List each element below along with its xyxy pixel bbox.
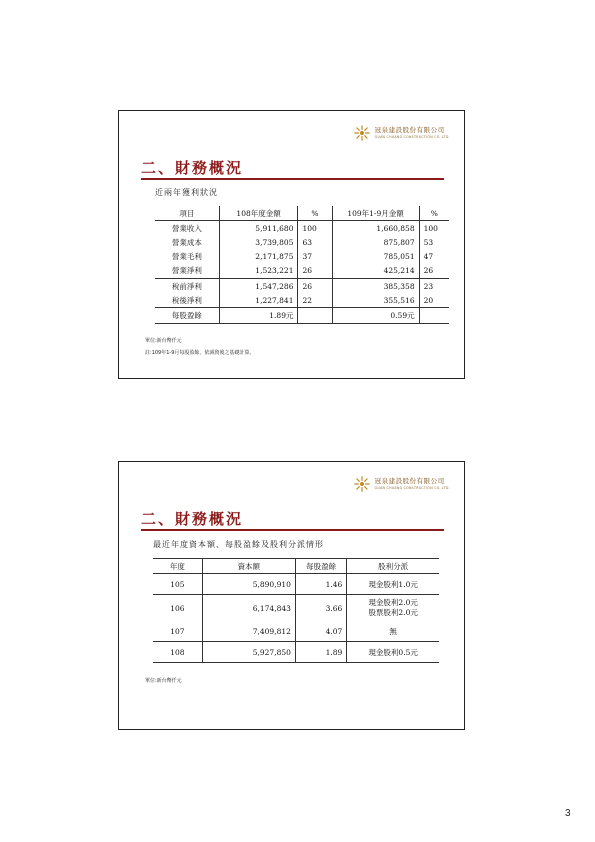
table-row	[153, 595, 439, 622]
table-row	[155, 250, 449, 264]
dividend-cell: 現金股利1.0元	[347, 574, 439, 595]
amount-109: 785,051	[332, 250, 419, 264]
slide-title: 二、財務概況	[141, 159, 244, 177]
unit-note: 單位:新台幣仟元	[145, 678, 182, 684]
amount-109: 355,516	[332, 293, 419, 308]
year-cell: 105	[153, 574, 202, 595]
capital-dividend-table	[153, 558, 439, 663]
pct-108: 37	[298, 250, 332, 264]
dividend-cell: 現金股利0.5元	[347, 642, 439, 663]
row-label: 營業淨利	[171, 266, 202, 276]
pct-108: 26	[298, 278, 332, 293]
title-underline	[141, 529, 444, 531]
pct-108	[298, 308, 332, 323]
year-cell: 107	[170, 626, 185, 636]
pct-109: 47	[419, 250, 449, 264]
table-row	[155, 264, 449, 279]
row-label: 每股盈餘	[155, 308, 219, 323]
company-name-cn: 冠泉建設股份有限公司	[374, 126, 445, 135]
row-label: 稅前淨利	[155, 278, 219, 293]
title-underline	[141, 178, 444, 180]
amount-108: 2,171,875	[219, 250, 298, 264]
sunburst-logo-icon	[353, 124, 371, 142]
pct-109: 23	[419, 278, 449, 293]
row-label: 營業成本	[171, 237, 202, 247]
pct-109: 100	[419, 221, 449, 236]
col-header: 109年1-9月金額	[332, 206, 419, 221]
col-header: 每股盈餘	[295, 559, 346, 574]
table-row	[153, 621, 439, 642]
company-logo	[353, 475, 450, 493]
pct-108: 22	[298, 293, 332, 308]
dividend-line: 現金股利2.0元	[368, 598, 418, 608]
col-header: 年度	[153, 559, 202, 574]
pct-108: 63	[298, 235, 332, 249]
amount-108: 3,739,805	[219, 235, 298, 249]
table-row	[153, 574, 439, 595]
pct-109: 53	[419, 235, 449, 249]
row-label: 營業毛利	[171, 252, 202, 262]
slide-subtitle: 最近年度資本額、每股盈餘及股利分派情形	[153, 540, 324, 549]
slide-subtitle: 近兩年獲利狀況	[155, 188, 218, 197]
table-row	[155, 221, 449, 236]
footnote: 註:109年1-9月每股盈餘，依減資後之基礎計算。	[145, 350, 255, 356]
page-number: 3	[565, 808, 571, 819]
amount-108: 1,523,221	[219, 264, 298, 279]
slide-title: 二、財務概況	[141, 510, 244, 528]
company-name-en: GUAN CHUANG CONSTRUCTION CO.,LTD.	[374, 134, 450, 139]
company-logo	[353, 124, 450, 142]
col-header: 項目	[155, 206, 219, 221]
company-name-cn: 冠泉建設股份有限公司	[374, 477, 445, 486]
year-cell: 108	[153, 642, 202, 663]
table-row	[153, 642, 439, 663]
eps-cell: 1.89	[295, 642, 346, 663]
capital-cell: 5,890,910	[202, 574, 295, 595]
pct-108: 26	[298, 264, 332, 279]
company-name-en: GUAN CHUANG CONSTRUCTION CO.,LTD.	[374, 485, 450, 490]
row-label: 營業收入	[171, 223, 202, 233]
amount-109: 385,358	[332, 278, 419, 293]
year-cell: 106	[153, 595, 202, 622]
col-header: %	[419, 206, 449, 221]
sunburst-logo-icon	[353, 475, 371, 493]
dividend-line: 股票股利2.0元	[368, 608, 418, 618]
table-row	[155, 235, 449, 249]
pct-109: 20	[419, 293, 449, 308]
capital-cell: 5,927,850	[202, 642, 295, 663]
amount-109: 0.59元	[332, 308, 419, 323]
slide-financial-profit	[118, 110, 465, 379]
pct-108: 100	[298, 221, 332, 236]
amount-108: 1,547,286	[219, 278, 298, 293]
col-header: 資本額	[202, 559, 295, 574]
amount-109: 875,807	[332, 235, 419, 249]
table-row	[155, 308, 449, 323]
eps-cell: 1.46	[295, 574, 346, 595]
profit-table	[155, 206, 449, 324]
table-row	[155, 278, 449, 293]
pct-109: 26	[419, 264, 449, 279]
eps-cell: 3.66	[295, 595, 346, 622]
col-header: 股利分派	[347, 559, 439, 574]
amount-109: 425,214	[332, 264, 419, 279]
col-header: 108年度金額	[219, 206, 298, 221]
amount-108: 5,911,680	[219, 221, 298, 236]
dividend-cell	[347, 595, 439, 622]
col-header: %	[298, 206, 332, 221]
amount-109: 1,660,858	[332, 221, 419, 236]
row-label: 稅後淨利	[171, 295, 202, 305]
dividend-cell: 無	[347, 621, 439, 642]
amount-108: 1.89元	[219, 308, 298, 323]
table-row	[155, 293, 449, 308]
pct-109	[419, 308, 449, 323]
capital-cell: 7,409,812	[202, 621, 295, 642]
capital-cell: 6,174,843	[202, 595, 295, 622]
unit-note: 單位:新台幣仟元	[145, 338, 182, 344]
amount-108: 1,227,841	[219, 293, 298, 308]
eps-cell: 4.07	[295, 621, 346, 642]
slide-capital-dividend	[118, 461, 465, 730]
